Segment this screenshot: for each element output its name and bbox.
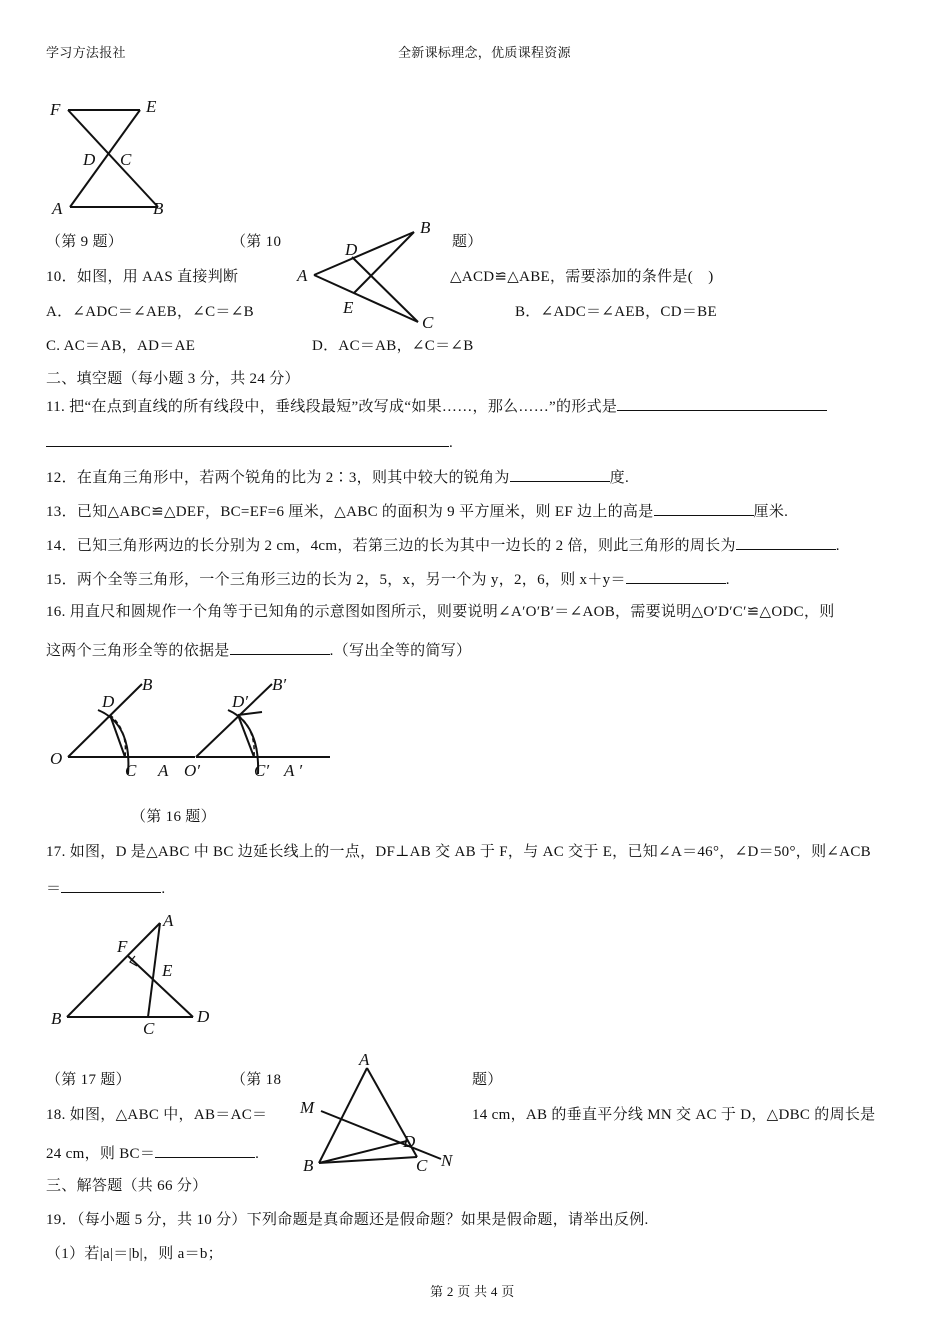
q11-line2: .: [46, 431, 453, 453]
fig18-caption-left: （第 18: [231, 1072, 282, 1088]
fig16-label-D: D: [102, 692, 115, 711]
fig9-label-F: F: [50, 100, 61, 119]
q17-line1: 17. 如图，D 是△ABC 中 BC 边延长线上的一点，DF⊥AB 交 AB 于 F，与 AC 交于 E，已知∠A＝46°，∠D＝50°，则∠ACB: [46, 844, 871, 860]
fig18-caption-right: 题）: [472, 1072, 503, 1088]
fig16-label-O: O: [50, 749, 63, 768]
fig16-label-D-prime: D′: [232, 692, 248, 711]
figure-9: [40, 90, 180, 220]
q19-sub1: （1）若|a|＝|b|，则 a＝b；: [46, 1246, 223, 1262]
fig9-label-C: C: [120, 150, 132, 169]
section-2-title: 二、填空题（每小题 3 分，共 24 分）: [46, 371, 300, 387]
q10-option-b: B．∠ADC＝∠AEB，CD＝BE: [515, 304, 717, 320]
fig17-label-E: E: [162, 961, 173, 980]
q15: 15．两个全等三角形，一个三角形三边的长为 2，5，x，另一个为 y，2，6，则 x＋y＝ .: [46, 568, 730, 590]
fig18-label-B: B: [303, 1156, 314, 1175]
fig18-label-M: M: [300, 1098, 315, 1117]
header-left: 学习方法报社: [46, 45, 126, 60]
q16-line2: 这两个三角形全等的依据是 .（写出全等的简写）: [46, 639, 471, 661]
q10-option-c: C. AC＝AB，AD＝AE: [46, 338, 196, 354]
fig16-label-A-prime: A ′: [284, 761, 303, 780]
fig18-label-C: C: [416, 1156, 428, 1175]
q10-option-a: A．∠ADC＝∠AEB，∠C＝∠B: [46, 304, 254, 320]
q10-stem-right: △ACD≌△ABE，需要添加的条件是( ): [450, 269, 714, 285]
q18-right: 14 cm，AB 的垂直平分线 MN 交 AC 于 D，△DBC 的周长是: [472, 1107, 876, 1123]
fig10-label-E: E: [343, 298, 354, 317]
q13: 13．已知△ABC≌△DEF，BC=EF=6 厘米，△ABC 的面积为 9 平方厘米，则 EF 边上的高是 厘米.: [46, 500, 788, 522]
q17-line2: ＝ .: [46, 877, 165, 899]
fig16-label-B-prime: B′: [272, 675, 287, 694]
fig17-label-D: D: [197, 1007, 210, 1026]
fig16-label-B: B: [142, 675, 153, 694]
fig10-label-B: B: [420, 218, 431, 237]
fig9-label-B: B: [153, 199, 164, 218]
figure-17: [45, 908, 225, 1038]
fig17-label-C: C: [143, 1019, 155, 1038]
fig9-label-E: E: [146, 97, 157, 116]
q18-left: 18. 如图，△ABC 中，AB＝AC＝: [46, 1107, 268, 1123]
figure-18: [295, 1045, 470, 1175]
header-center: 全新课标理念，优质课程资源: [398, 45, 571, 60]
fig10-caption-right: 题）: [452, 234, 483, 250]
fig18-label-D: D: [403, 1132, 416, 1151]
fig16-caption: （第 16 题）: [131, 809, 216, 825]
fig10-label-D: D: [345, 240, 358, 259]
q12: 12．在直角三角形中，若两个锐角的比为 2∶3，则其中较大的锐角为 度.: [46, 466, 629, 488]
q10-stem-left: 10．如图，用 AAS 直接判断: [46, 269, 239, 285]
fig10-caption-left: （第 10: [231, 234, 282, 250]
fig17-label-B: B: [51, 1009, 62, 1028]
page-footer: 第 2 页 共 4 页: [430, 1284, 515, 1299]
fig16-label-C: C: [125, 761, 137, 780]
fig17-label-F: F: [117, 937, 128, 956]
figure-16: [40, 672, 320, 787]
section-3-title: 三、解答题（共 66 分）: [46, 1178, 208, 1194]
fig17-caption: （第 17 题）: [46, 1072, 131, 1088]
fig16-label-O-prime: O′: [184, 761, 200, 780]
figure-10: [290, 215, 450, 335]
q18-line2: 24 cm，则 BC＝ .: [46, 1142, 259, 1164]
q10-option-d: D．AC＝AB，∠C＝∠B: [312, 338, 474, 354]
fig18-label-N: N: [441, 1151, 453, 1170]
fig9-label-D: D: [83, 150, 96, 169]
fig10-label-A: A: [297, 266, 308, 285]
fig9-label-A: A: [52, 199, 63, 218]
fig18-label-A: A: [359, 1050, 370, 1069]
q14: 14．已知三角形两边的长分别为 2 cm，4cm，若第三边的长为其中一边长的 2 倍，则此三角形的周长为 .: [46, 534, 840, 556]
fig16-label-A: A: [158, 761, 169, 780]
q16-line1: 16. 用直尺和圆规作一个角等于已知角的示意图如图所示，则要说明∠A′O′B′＝∠AOB，需要说明△O′D′C′≌△ODC，则: [46, 604, 835, 620]
fig16-label-C-prime: C′: [254, 761, 270, 780]
fig17-label-A: A: [163, 911, 174, 930]
fig9-caption: （第 9 题）: [46, 234, 124, 250]
q11-line1: 11. 把“在点到直线的所有线段中，垂线段最短”改写成“如果……，那么……”的形式是: [46, 395, 827, 417]
q19-stem: 19．（每小题 5 分，共 10 分）下列命题是真命题还是假命题？如果是假命题，请举出反例.: [46, 1212, 649, 1228]
fig10-label-C: C: [422, 313, 434, 332]
